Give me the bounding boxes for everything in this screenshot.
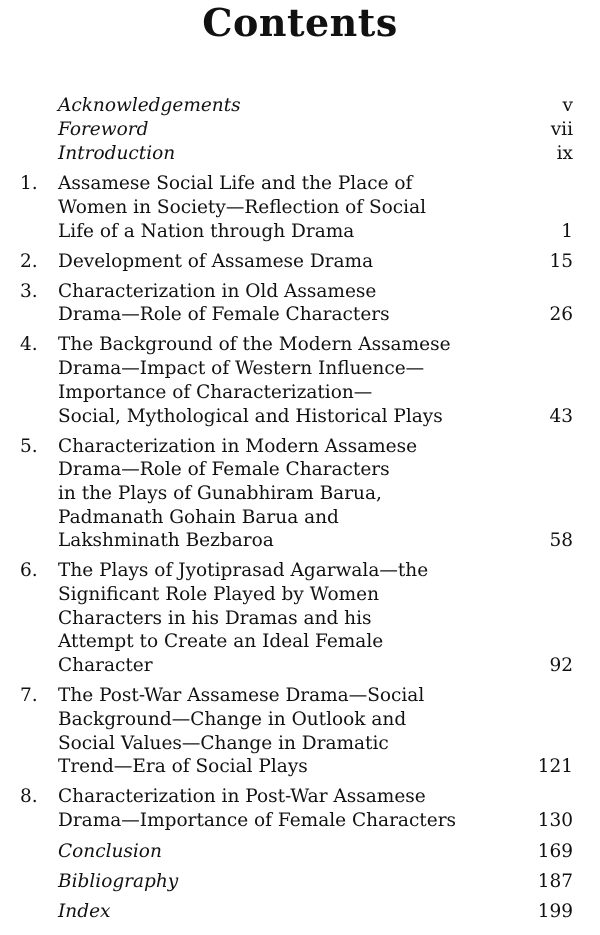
toc-entry-front-matter[interactable] <box>0 94 600 118</box>
entry-title-line: Drama—Impact of Western Influence— <box>58 358 425 380</box>
page-number: 130 <box>537 809 573 831</box>
chapter-number: 5. <box>20 435 38 457</box>
page-number: 169 <box>537 840 573 862</box>
page-number: 26 <box>549 304 573 326</box>
toc-entry-chapter[interactable] <box>0 250 600 274</box>
page-number: 187 <box>537 870 573 892</box>
chapter-number: 1. <box>20 173 38 195</box>
entry-title-line: Padmanath Gohain Barua and <box>58 506 339 528</box>
page-number: 199 <box>537 901 573 923</box>
entry-title-line: Background—Change in Outlook and <box>58 708 407 730</box>
toc-entry-back-matter[interactable] <box>0 870 600 894</box>
toc-entry-back-matter[interactable] <box>0 840 600 864</box>
entry-title <box>58 559 518 678</box>
entry-title-line: Significant Role Played by Women <box>58 584 380 606</box>
entry-title-line: in the Plays of Gunabhiram Barua, <box>58 482 382 504</box>
entry-title-line: Characterization in Old Assamese <box>58 280 377 302</box>
entry-title-line: Development of Assamese Drama <box>58 250 374 272</box>
table-of-contents <box>0 94 600 924</box>
entry-title-line: The Post-War Assamese Drama—Social <box>58 685 425 707</box>
entry-title-line: Trend—Era of Social Plays <box>58 756 308 778</box>
entry-title <box>58 785 518 832</box>
chapter-number: 7. <box>20 685 38 707</box>
chapter-number: 2. <box>20 250 38 272</box>
toc-entry-chapter[interactable] <box>0 684 600 779</box>
entry-title-line: Life of a Nation through Drama <box>58 220 355 242</box>
entry-title-line: Social, Mythological and Historical Plays <box>58 405 443 427</box>
entry-title-line: Acknowledgements <box>58 95 241 116</box>
page-title: Contents <box>202 0 398 45</box>
page-number: vii <box>550 119 573 140</box>
entry-title <box>58 94 518 118</box>
entry-title <box>58 250 518 274</box>
entry-title-line: The Background of the Modern Assamese <box>58 334 451 356</box>
toc-entry-chapter[interactable] <box>0 172 600 243</box>
page-number: v <box>562 95 573 116</box>
chapter-number: 3. <box>20 280 38 302</box>
entry-title-line: Character <box>58 655 153 677</box>
page-number: ix <box>556 143 573 164</box>
chapter-number: 4. <box>20 334 38 356</box>
entry-title-line: Bibliography <box>58 870 179 892</box>
page-number: 1 <box>561 220 573 242</box>
toc-entry-chapter[interactable] <box>0 333 600 428</box>
entry-title <box>58 142 518 166</box>
entry-title-line: Characterization in Post-War Assamese <box>58 786 426 808</box>
entry-title-line: Social Values—Change in Dramatic <box>58 732 389 754</box>
entry-title-line: Assamese Social Life and the Place of <box>58 173 413 195</box>
entry-title <box>58 870 518 894</box>
toc-entry-front-matter[interactable] <box>0 142 600 166</box>
entry-title-line: Lakshminath Bezbaroa <box>58 530 274 552</box>
entry-title-line: Women in Society—Reflection of Social <box>58 197 427 218</box>
chapter-number: 6. <box>20 560 38 582</box>
toc-entry-chapter[interactable] <box>0 435 600 554</box>
entry-title <box>58 840 518 864</box>
page-number: 121 <box>537 756 573 778</box>
entry-title-line: Attempt to Create an Ideal Female <box>58 631 384 653</box>
toc-entry-chapter[interactable] <box>0 280 600 327</box>
entry-title <box>58 172 518 243</box>
toc-entry-back-matter[interactable] <box>0 900 600 924</box>
entry-title-line: Index <box>58 901 111 923</box>
entry-title <box>58 280 518 327</box>
entry-title-line: Characters in his Dramas and his <box>58 607 372 629</box>
entry-title-line: Importance of Characterization— <box>58 381 373 403</box>
toc-entry-chapter[interactable] <box>0 785 600 832</box>
page-number: 15 <box>549 250 573 272</box>
entry-title-line: Introduction <box>58 143 176 164</box>
page-number: 92 <box>549 655 573 677</box>
entry-title <box>58 684 518 779</box>
page-number: 43 <box>549 405 573 427</box>
entry-title <box>58 900 518 924</box>
chapter-number: 8. <box>20 786 38 808</box>
entry-title-line: Drama—Role of Female Characters <box>58 304 390 326</box>
entry-title-line: Foreword <box>58 119 149 140</box>
entry-title <box>58 118 518 142</box>
entry-title-line: Characterization in Modern Assamese <box>58 435 418 457</box>
entry-title-line: Drama—Importance of Female Characters <box>58 809 457 831</box>
entry-title-line: The Plays of Jyotiprasad Agarwala—the <box>58 560 429 582</box>
entry-title-line: Drama—Role of Female Characters <box>58 459 390 481</box>
toc-entry-chapter[interactable] <box>0 559 600 678</box>
entry-title <box>58 333 518 428</box>
entry-title-line: Conclusion <box>58 840 162 862</box>
page-number: 58 <box>549 530 573 552</box>
toc-entry-front-matter[interactable] <box>0 118 600 142</box>
entry-title <box>58 435 518 554</box>
